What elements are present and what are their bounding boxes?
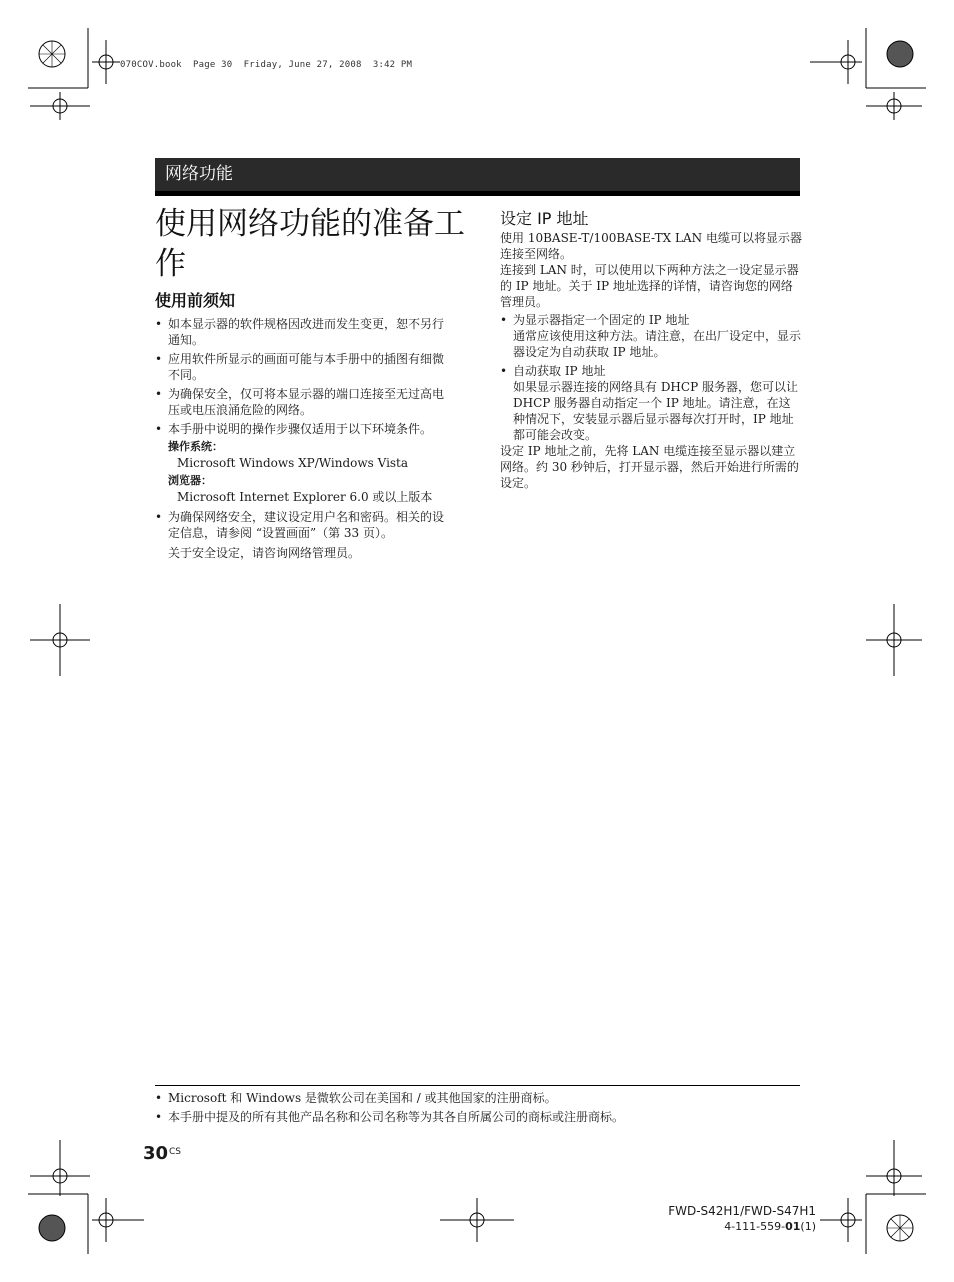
os-label: 操作系统： xyxy=(168,440,223,453)
list-item-text: • 为确保网络安全，建议设定用户名和密码。相关的设定信息，请参阅 “设置画面”（第 33 页）。 xyxy=(168,510,445,540)
part-number-suffix: (1) xyxy=(800,1220,816,1233)
page-number: 30 xyxy=(143,1143,169,1164)
model-name: FWD-S42H1/FWD-S47H1 xyxy=(668,1204,816,1218)
list-item: • 应用软件所显示的画面可能与本手册中的插图有细微不同。 xyxy=(155,351,455,383)
list-item: • 为确保安全，仅可将本显示器的端口连接至无过高电压或电压浪涌危险的网络。 xyxy=(155,386,455,418)
list-item: • 如本显示器的软件规格因改进而发生变更，恕不另行通知。 xyxy=(155,316,455,348)
footnote-rule xyxy=(155,1085,800,1086)
footnotes xyxy=(155,1090,800,1128)
precautions-heading: 使用前须知 xyxy=(155,291,236,310)
right-column xyxy=(500,208,802,491)
method-title: • 自动获取 IP 地址 xyxy=(513,364,606,378)
list-item xyxy=(155,509,455,561)
part-number-bold: 01 xyxy=(785,1220,801,1233)
ip-outro: 设定 IP 地址之前，先将 LAN 电缆连接至显示器以建立网络。约 30 秒钟后，打开显示器，然后开始进行所需的设定。 xyxy=(500,444,799,490)
ip-methods-list xyxy=(500,312,802,443)
footnote-item: • 本手册中提及的所有其他产品名称和公司名称等为其各自所属公司的商标或注册商标。 xyxy=(155,1109,800,1125)
list-item xyxy=(500,312,802,360)
os-value: Microsoft Windows XP/Windows Vista xyxy=(177,456,409,470)
page-language-code: CS xyxy=(169,1147,181,1157)
section-rule xyxy=(155,191,800,196)
method-desc: 如果显示器连接的网络具有 DHCP 服务器，您可以让 DHCP 服务器自动指定一个 IP 地址。请注意，在这种情况下，安装显示器后显示器每次打开时，IP 地址都可能会改变。 xyxy=(513,380,798,442)
footnote-item: • Microsoft 和 Windows 是微软公司在美国和 / 或其他国家的注册商标。 xyxy=(155,1090,800,1106)
section-bar: 网络功能 xyxy=(155,158,800,191)
part-number xyxy=(668,1219,816,1234)
security-note: 关于安全设定，请咨询网络管理员。 xyxy=(168,546,361,560)
precautions-list xyxy=(155,316,455,561)
ip-intro-2: 连接到 LAN 时，可以使用以下两种方法之一设定显示器的 IP 地址。关于 IP 地址选择的详情，请咨询您的网络管理员。 xyxy=(500,263,799,309)
left-column xyxy=(155,290,455,564)
page-title: 使用网络功能的准备工作 xyxy=(155,206,465,282)
list-item xyxy=(155,421,455,505)
list-item-text: • 本手册中说明的操作步骤仅适用于以下环境条件。 xyxy=(168,422,433,436)
ip-heading: 设定 IP 地址 xyxy=(500,209,589,228)
model-block xyxy=(668,1204,816,1234)
part-number-prefix: 4-111-559- xyxy=(724,1220,786,1233)
print-header: 070COV.book Page 30 Friday, June 27, 2008 3:42 PM xyxy=(120,60,413,70)
browser-label: 浏览器： xyxy=(168,474,212,487)
ip-intro-1: 使用 10BASE-T/100BASE-TX LAN 电缆可以将显示器连接至网络。 xyxy=(500,231,802,261)
method-desc: 通常应该使用这种方法。请注意，在出厂设定中，显示器设定为自动获取 IP 地址。 xyxy=(513,329,802,359)
browser-value: Microsoft Internet Explorer 6.0 或以上版本 xyxy=(177,490,433,504)
method-title: • 为显示器指定一个固定的 IP 地址 xyxy=(513,313,690,327)
list-item xyxy=(500,363,802,443)
